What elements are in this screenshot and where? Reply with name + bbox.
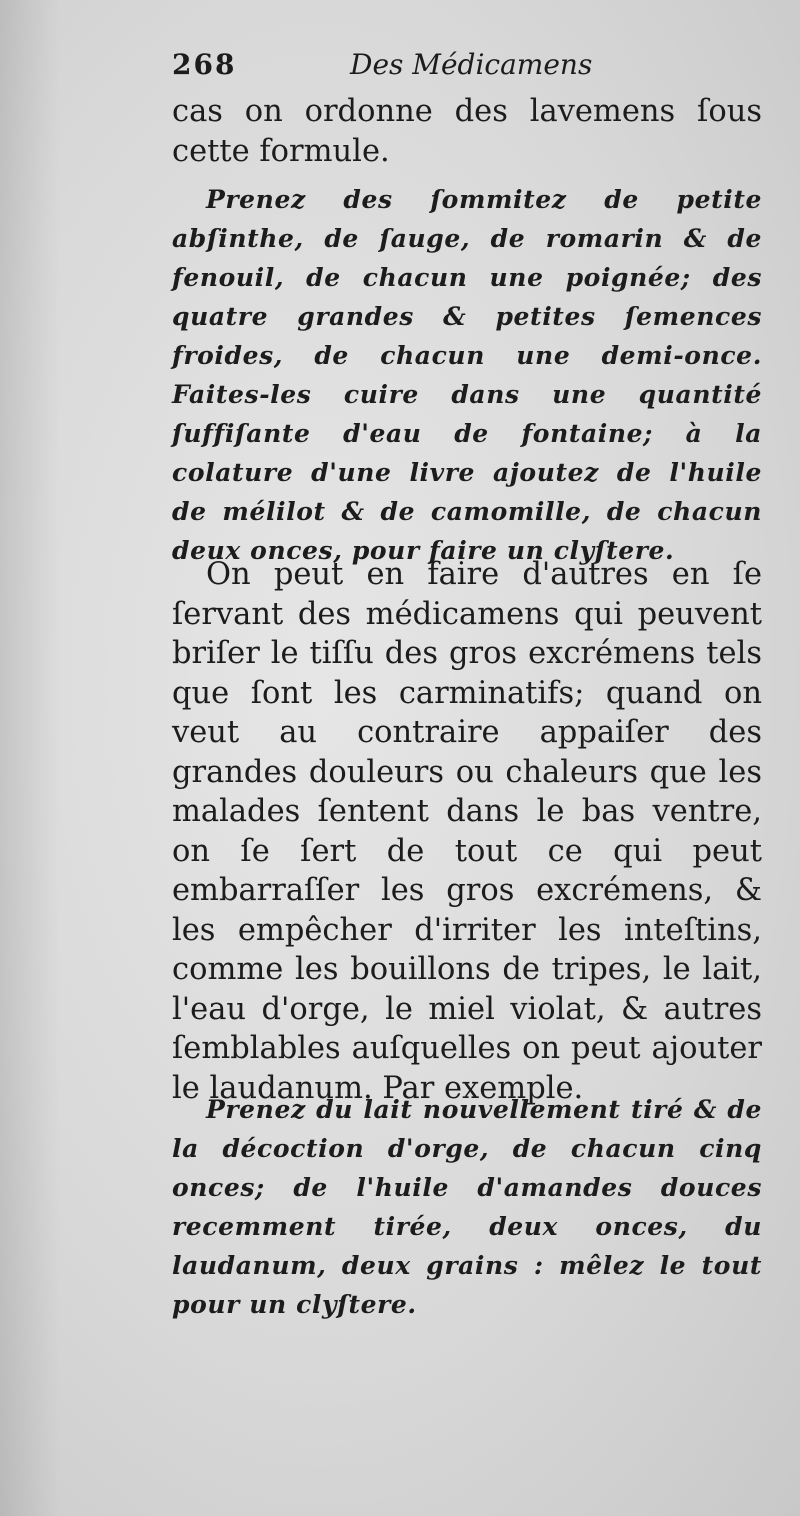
- recipe-paragraph-1: Prenez des ſommitez de petite abſinthe, de ſauge, de romarin & de fenouil, de chacun une poignée; des quatre grandes & petites ſemences froides, de chacun une demi-once. Faites-les cuire dans une quantité ſuffiſante d'eau de fontaine; à la colature d'une livre ajoutez de l'huile de mélilot & de camomille, de chacun deux onces, pour faire un clyſtere.: [172, 185, 762, 565]
- page-header: [172, 48, 752, 88]
- body-paragraph: On peut en faire d'autres en ſe ſervant des médicamens qui peuvent briſer le tiſſu des gros excrémens tels que ſont les carminatifs; quand on veut au contraire appaiſer des grandes douleurs ou chaleurs que les malades ſentent dans le bas ventre, on ſe ſert de tout ce qui peut embarraſſer les gros excrémens, & les empêcher d'irriter les inteſtins, comme les bouillons de tripes, le lait, l'eau d'orge, le miel violat, & autres ſemblables auſquelles on peut ajouter le laudanum. Par exemple.: [172, 557, 762, 1106]
- recipe-paragraph-2: Prenez du lait nouvellement tiré & de la décoction d'orge, de chacun cinq onces; de l'huile d'amandes douces recemment tirée, deux onces, du laudanum, deux grains : mêlez le tout pour un clyſtere.: [172, 1095, 762, 1319]
- paragraph-intro: cas on ordonne des lavemens ſous cette formule.: [172, 94, 762, 169]
- page-shadow: [0, 0, 60, 1516]
- page-number: 268: [172, 48, 237, 81]
- running-title: Des Médicamens: [350, 48, 593, 81]
